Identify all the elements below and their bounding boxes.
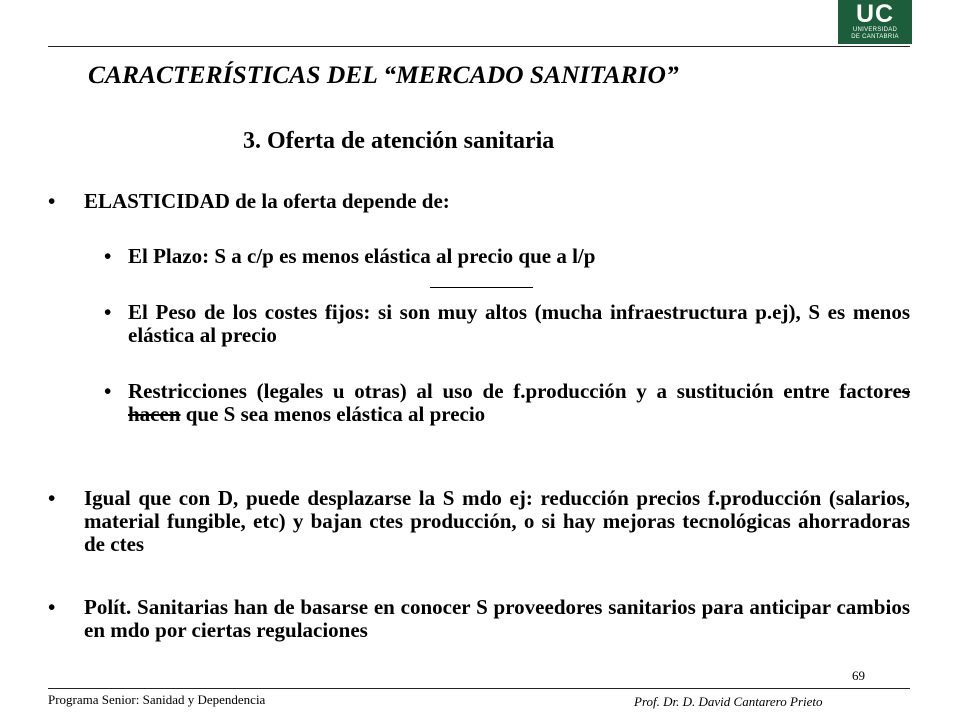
logo-mark: UC — [855, 0, 895, 28]
bullet-dot: • — [104, 300, 112, 324]
university-logo — [838, 0, 912, 44]
section-subtitle: 3. Oferta de atención sanitaria — [243, 128, 555, 154]
top-divider — [48, 46, 910, 47]
footer-program: Programa Senior: Sanidad y Dependencia — [48, 692, 266, 707]
logo-line-2: DE CANTABRIA — [851, 34, 899, 40]
sub-bullet-peso-costes: El Peso de los costes fijos: si son muy altos (mucha infraestructura p.ej), S es menos elástica al precio — [128, 300, 910, 347]
struck-text: s hacen — [128, 379, 910, 426]
bullet-elasticity: ELASTICIDAD de la oferta depende de: — [84, 189, 450, 213]
restricciones-text-start: Restricciones (legales u otras) al uso de f.producción y a sustitución entre factore — [128, 379, 902, 403]
logo-line-1: UNIVERSIDAD — [852, 27, 898, 33]
footer-author: Prof. Dr. D. David Cantarero Prieto — [634, 694, 823, 709]
restricciones-text-end: que S sea menos elástica al precio — [180, 402, 486, 426]
sub-bullet-restricciones — [128, 380, 910, 426]
page-number: 69 — [852, 668, 865, 683]
bullet-dot: • — [104, 379, 112, 403]
bullet-igual-que-d: Igual que con D, puede desplazarse la S mdo ej: reducción precios f.producción (salarios, material fungible, etc) y bajan ctes producción, o si hay mejoras tecnológicas ahorradoras de ctes — [84, 486, 910, 556]
handwritten-underline — [430, 287, 533, 288]
bullet-dot: • — [48, 486, 56, 510]
bottom-divider — [48, 688, 910, 689]
bullet-dot: • — [104, 244, 112, 268]
bullet-dot: • — [48, 595, 56, 619]
bullet-politicas: Polít. Sanitarias han de basarse en conocer S proveedores sanitarios para anticipar cambios en mdo por ciertas regulaciones — [84, 595, 910, 642]
sub-bullet-plazo: El Plazo: S a c/p es menos elástica al precio que a l/p — [128, 244, 596, 268]
slide-title: CARACTERÍSTICAS DEL “MERCADO SANITARIO” — [88, 60, 679, 89]
bullet-dot: • — [48, 189, 56, 213]
